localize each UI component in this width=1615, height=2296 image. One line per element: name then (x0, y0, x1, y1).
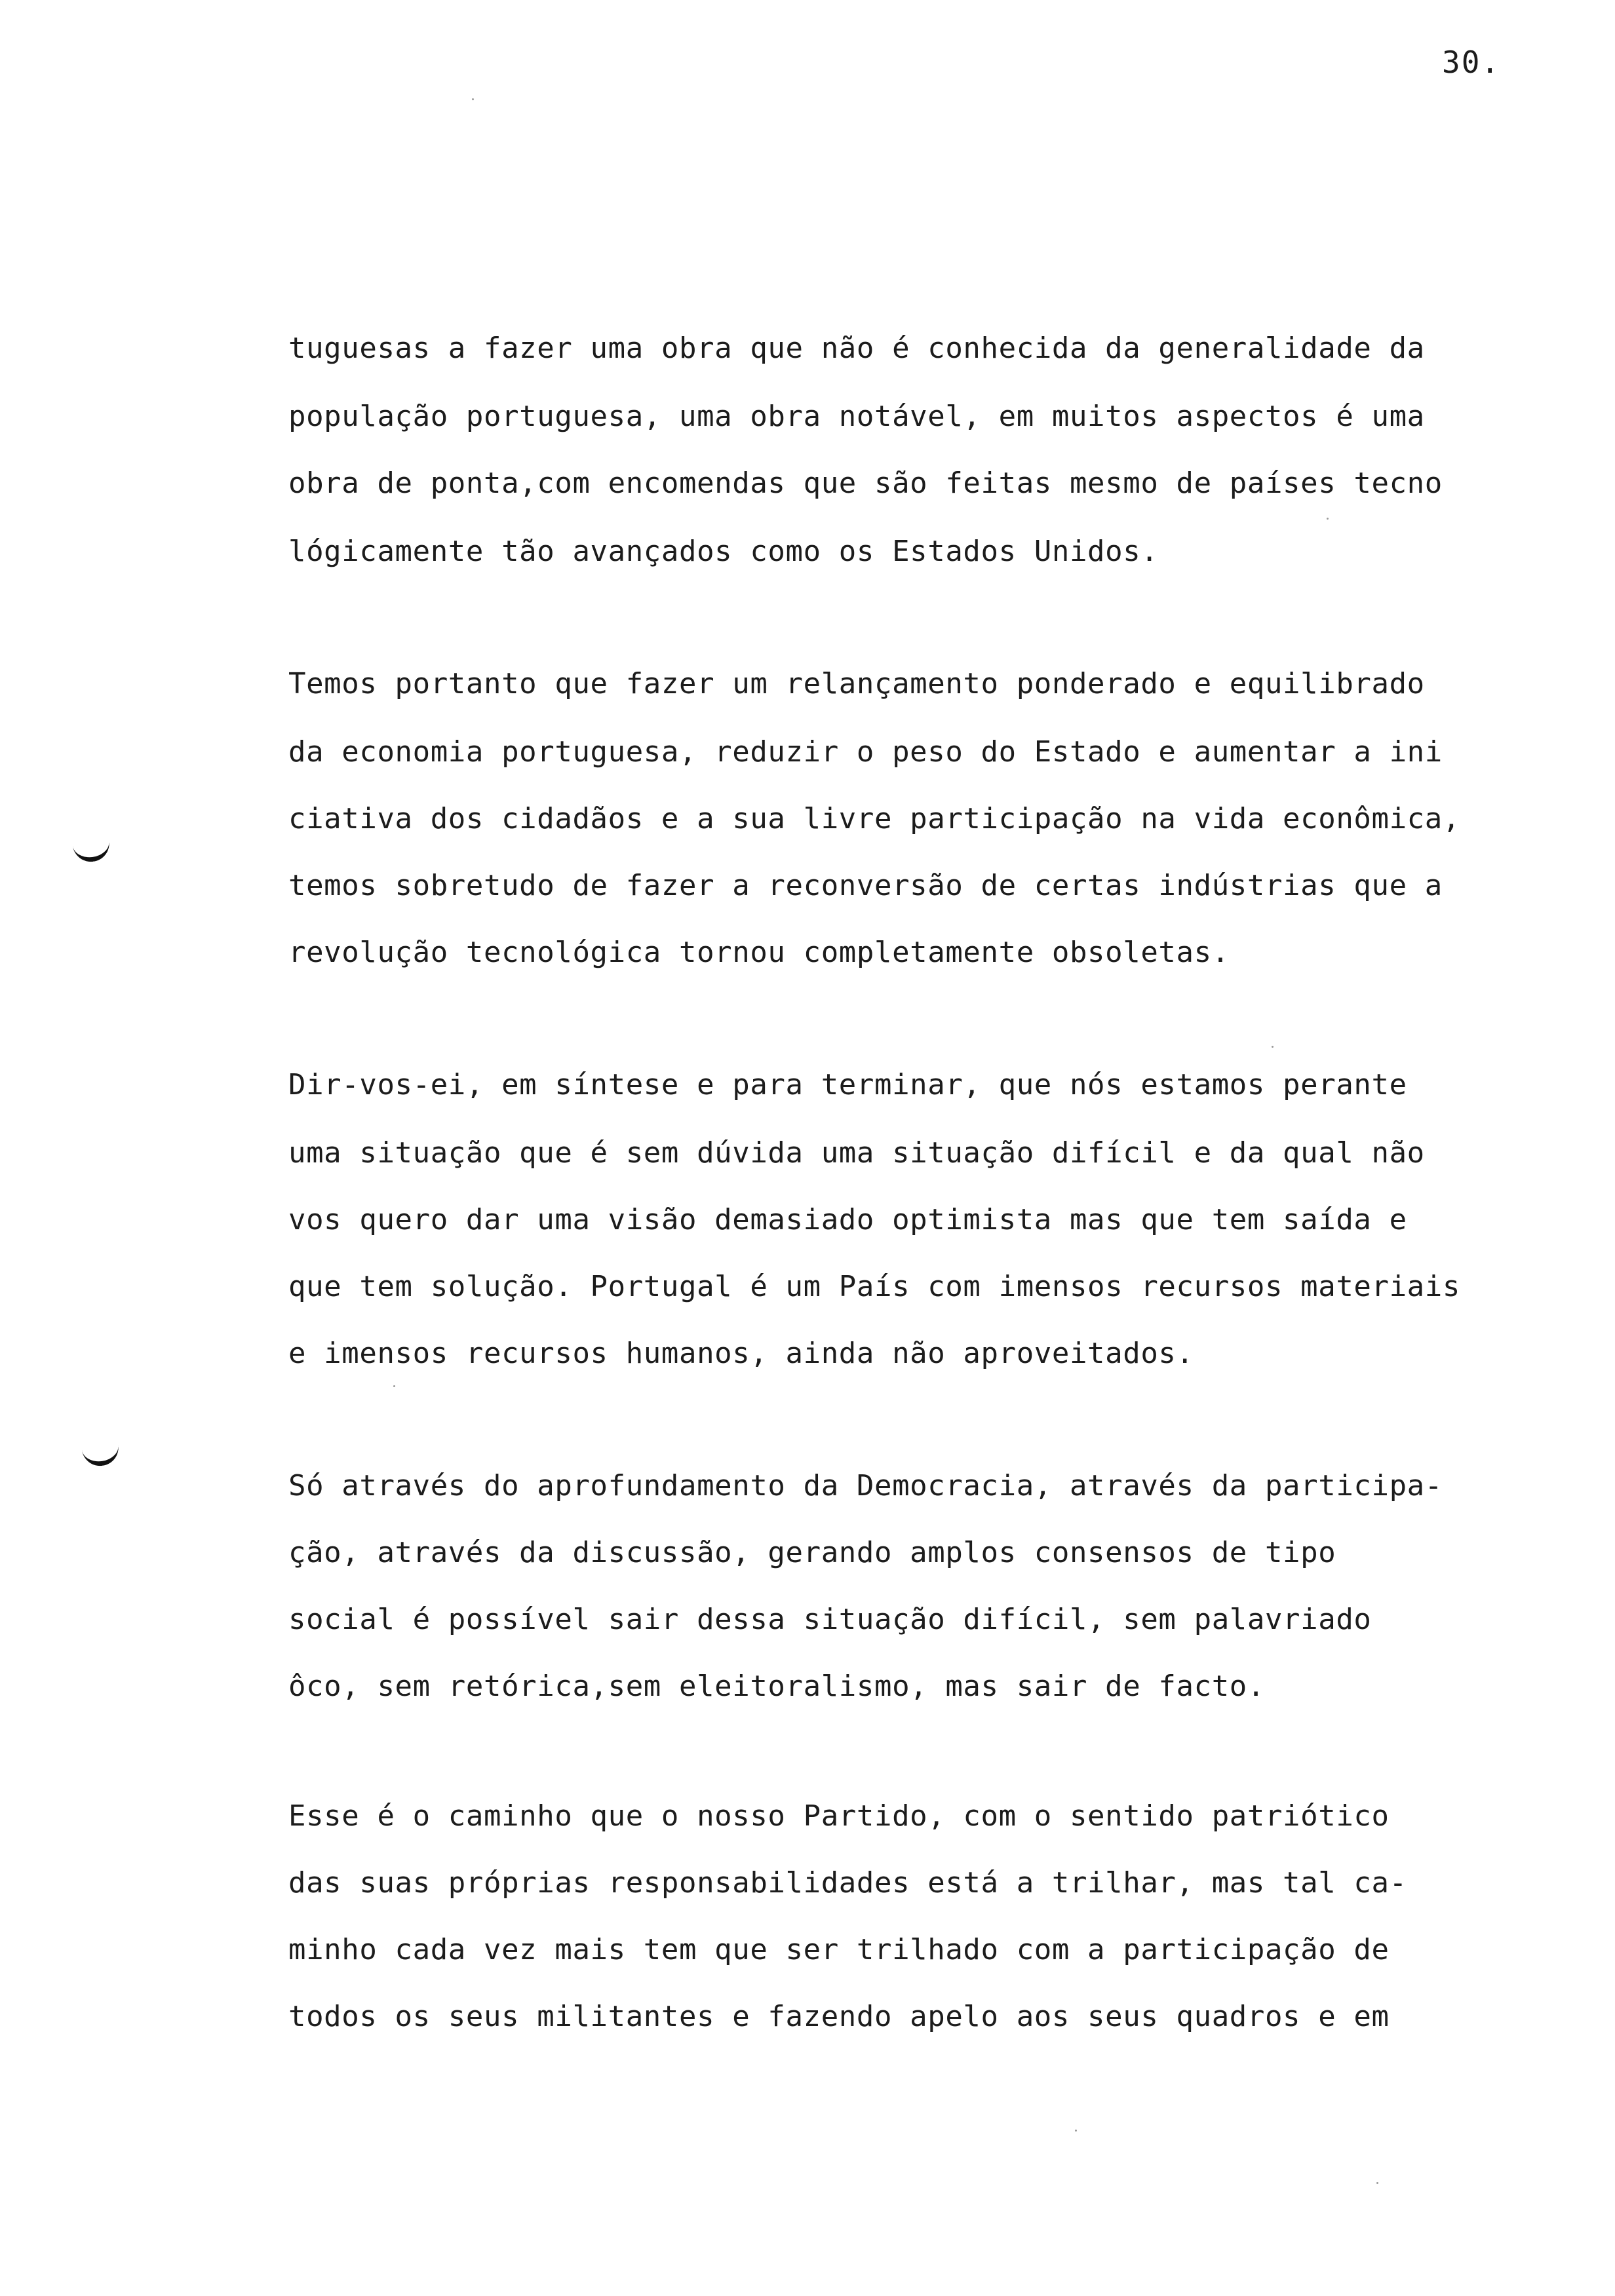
scan-speck (1075, 2130, 1077, 2132)
text-line: ciativa dos cidadãos e a sua livre participação na vida econômica, (288, 802, 1460, 835)
text-line: das suas próprias responsabilidades está a trilhar, mas tal ca- (288, 1866, 1407, 1900)
scan-speck (472, 98, 474, 100)
text-line: que tem solução. Portugal é um País com imensos recursos materiais (288, 1270, 1460, 1303)
text-line: Esse é o caminho que o nosso Partido, com o sentido patriótico (288, 1799, 1390, 1833)
text-line: temos sobretudo de fazer a reconversão de certas indústrias que a (288, 869, 1443, 902)
margin-mark (72, 835, 112, 864)
text-line: Temos portanto que fazer um relançamento ponderado e equilibrado (288, 667, 1425, 700)
text-line: e imensos recursos humanos, ainda não aproveitados. (288, 1337, 1194, 1370)
text-line: minho cada vez mais tem que ser trilhado com a participação de (288, 1933, 1390, 1966)
text-line: da economia portuguesa, reduzir o peso do Estado e aumentar a ini (288, 735, 1443, 769)
scan-speck (1272, 1046, 1274, 1048)
text-line: população portuguesa, uma obra notável, em muitos aspectos é uma (288, 400, 1425, 433)
text-line: vos quero dar uma visão demasiado optimista mas que tem saída e (288, 1203, 1407, 1236)
text-line: todos os seus militantes e fazendo apelo aos seus quadros e em (288, 2000, 1390, 2033)
text-line: ção, através da discussão, gerando amplos consensos de tipo (288, 1536, 1336, 1569)
scan-speck (1376, 2182, 1378, 2184)
text-line: tuguesas a fazer uma obra que não é conhecida da generalidade da (288, 332, 1425, 365)
text-line: Dir-vos-ei, em síntese e para terminar, que nós estamos perante (288, 1068, 1407, 1101)
text-line: Só através do aprofundamento da Democracia, através da participa- (288, 1469, 1443, 1502)
page-number: 30. (1442, 45, 1501, 80)
text-line: uma situação que é sem dúvida uma situação difícil e da qual não (288, 1136, 1425, 1170)
text-line: social é possível sair dessa situação difícil, sem palavriado (288, 1603, 1372, 1636)
scan-speck (393, 1385, 395, 1387)
text-line: lógicamente tão avançados como os Estados Unidos. (288, 535, 1159, 568)
margin-mark (81, 1439, 121, 1468)
text-line: obra de ponta,com encomendas que são feitas mesmo de países tecno (288, 467, 1443, 500)
text-line: ôco, sem retórica,sem eleitoralismo, mas sair de facto. (288, 1670, 1265, 1703)
scan-speck (1327, 518, 1329, 520)
text-line: revolução tecnológica tornou completamente obsoletas. (288, 936, 1230, 969)
